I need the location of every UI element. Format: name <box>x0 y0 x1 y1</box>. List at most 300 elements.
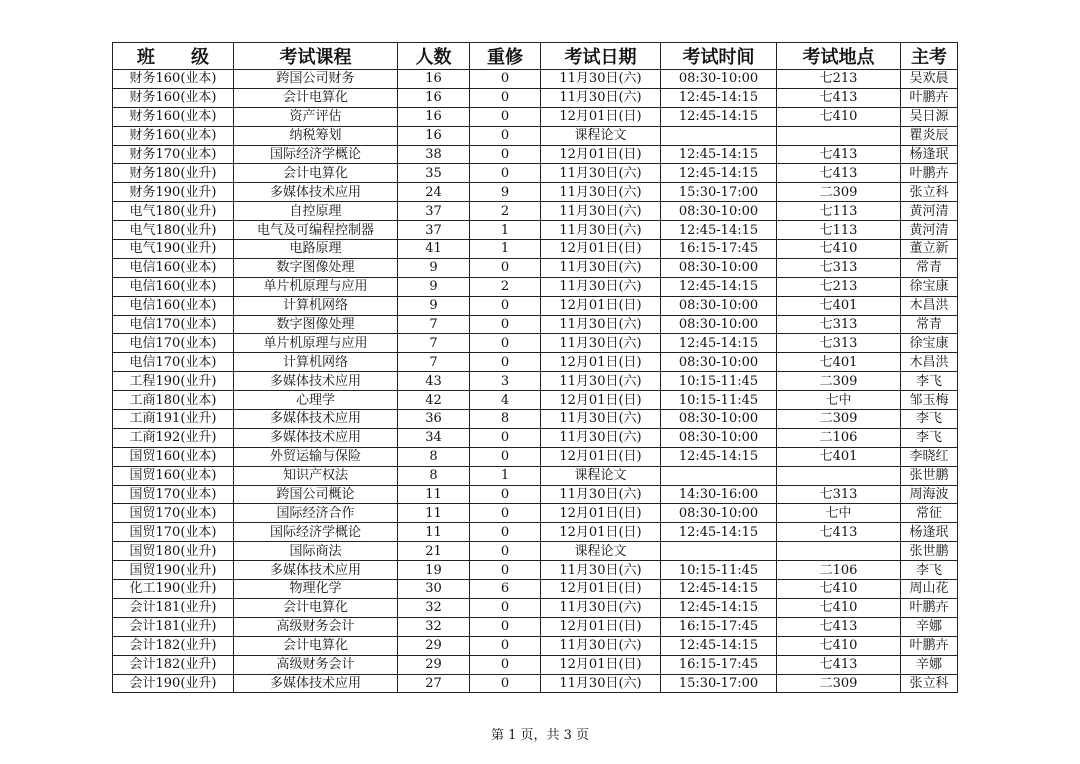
course-cell: 自控原理 <box>234 202 398 221</box>
course-cell: 单片机原理与应用 <box>234 277 398 296</box>
location-cell: 七213 <box>777 70 901 89</box>
retake-cell: 0 <box>470 164 541 183</box>
table-row <box>113 504 958 523</box>
count-cell: 9 <box>398 258 470 277</box>
course-cell: 外贸运输与保险 <box>234 447 398 466</box>
table-body <box>113 70 958 693</box>
count-cell: 7 <box>398 353 470 372</box>
time-cell: 08:30-10:00 <box>661 202 777 221</box>
course-cell: 多媒体技术应用 <box>234 372 398 391</box>
retake-cell: 9 <box>470 183 541 202</box>
location-cell: 七410 <box>777 636 901 655</box>
time-cell: 08:30-10:00 <box>661 315 777 334</box>
examiner-cell: 吴欢晨 <box>901 70 958 89</box>
class-cell: 工程190(业升) <box>113 372 234 391</box>
examiner-cell: 瞿炎辰 <box>901 126 958 145</box>
count-cell: 38 <box>398 145 470 164</box>
examiner-cell: 张立科 <box>901 183 958 202</box>
table-row <box>113 277 958 296</box>
table-row <box>113 372 958 391</box>
table-row <box>113 447 958 466</box>
examiner-cell: 周海波 <box>901 485 958 504</box>
location-cell: 二309 <box>777 183 901 202</box>
table-row <box>113 391 958 410</box>
course-cell: 多媒体技术应用 <box>234 183 398 202</box>
examiner-cell: 董立新 <box>901 240 958 259</box>
class-cell: 会计181(业升) <box>113 617 234 636</box>
class-cell: 电信160(业本) <box>113 258 234 277</box>
count-cell: 42 <box>398 391 470 410</box>
table-row <box>113 107 958 126</box>
class-cell: 电气180(业升) <box>113 202 234 221</box>
date-cell: 11月30日(六) <box>541 428 661 447</box>
location-cell: 七413 <box>777 164 901 183</box>
header-time: 考试时间 <box>661 43 777 70</box>
count-cell: 7 <box>398 334 470 353</box>
count-cell: 29 <box>398 655 470 674</box>
time-cell: 08:30-10:00 <box>661 428 777 447</box>
location-cell <box>777 542 901 561</box>
course-cell: 电气及可编程控制器 <box>234 221 398 240</box>
time-cell <box>661 126 777 145</box>
retake-cell: 0 <box>470 88 541 107</box>
location-cell: 七113 <box>777 202 901 221</box>
class-cell: 工商192(业升) <box>113 428 234 447</box>
count-cell: 37 <box>398 202 470 221</box>
date-cell: 11月30日(六) <box>541 485 661 504</box>
location-cell: 七113 <box>777 221 901 240</box>
table-row <box>113 410 958 429</box>
class-cell: 工商180(业本) <box>113 391 234 410</box>
examiner-cell: 吴日源 <box>901 107 958 126</box>
location-cell: 七313 <box>777 334 901 353</box>
table-row <box>113 221 958 240</box>
course-cell: 单片机原理与应用 <box>234 334 398 353</box>
date-cell: 11月30日(六) <box>541 636 661 655</box>
class-cell: 国贸160(业本) <box>113 447 234 466</box>
retake-cell: 0 <box>470 107 541 126</box>
table-row <box>113 315 958 334</box>
location-cell: 二106 <box>777 428 901 447</box>
table-row <box>113 428 958 447</box>
course-cell: 会计电算化 <box>234 164 398 183</box>
class-cell: 化工190(业升) <box>113 580 234 599</box>
retake-cell: 4 <box>470 391 541 410</box>
location-cell: 七413 <box>777 655 901 674</box>
class-cell: 财务160(业本) <box>113 126 234 145</box>
header-course: 考试课程 <box>234 43 398 70</box>
table-row <box>113 674 958 693</box>
date-cell: 11月30日(六) <box>541 164 661 183</box>
course-cell: 国际经济合作 <box>234 504 398 523</box>
course-cell: 多媒体技术应用 <box>234 674 398 693</box>
count-cell: 11 <box>398 485 470 504</box>
examiner-cell: 张世鹏 <box>901 542 958 561</box>
header-retake: 重修 <box>470 43 541 70</box>
retake-cell: 0 <box>470 315 541 334</box>
date-cell: 11月30日(六) <box>541 277 661 296</box>
location-cell: 七413 <box>777 145 901 164</box>
count-cell: 9 <box>398 277 470 296</box>
date-cell: 11月30日(六) <box>541 674 661 693</box>
table-row <box>113 655 958 674</box>
count-cell: 43 <box>398 372 470 391</box>
time-cell: 16:15-17:45 <box>661 617 777 636</box>
course-cell: 高级财务会计 <box>234 617 398 636</box>
course-cell: 跨国公司概论 <box>234 485 398 504</box>
examiner-cell: 黄河清 <box>901 202 958 221</box>
class-cell: 电信160(业本) <box>113 277 234 296</box>
retake-cell: 0 <box>470 296 541 315</box>
class-cell: 国贸160(业本) <box>113 466 234 485</box>
time-cell: 08:30-10:00 <box>661 353 777 372</box>
table-row <box>113 202 958 221</box>
class-cell: 会计181(业升) <box>113 598 234 617</box>
retake-cell: 0 <box>470 598 541 617</box>
date-cell: 11月30日(六) <box>541 598 661 617</box>
examiner-cell: 辛娜 <box>901 617 958 636</box>
course-cell: 数字图像处理 <box>234 315 398 334</box>
location-cell: 七410 <box>777 580 901 599</box>
date-cell: 11月30日(六) <box>541 88 661 107</box>
class-cell: 财务170(业本) <box>113 145 234 164</box>
examiner-cell: 常征 <box>901 504 958 523</box>
course-cell: 会计电算化 <box>234 636 398 655</box>
table-row <box>113 580 958 599</box>
retake-cell: 0 <box>470 523 541 542</box>
table-row <box>113 598 958 617</box>
location-cell: 二309 <box>777 372 901 391</box>
exam-schedule-table <box>112 42 958 693</box>
page-footer: 第 1 页，共 3 页 <box>490 728 590 743</box>
date-cell: 11月30日(六) <box>541 372 661 391</box>
examiner-cell: 杨逢珉 <box>901 145 958 164</box>
count-cell: 35 <box>398 164 470 183</box>
examiner-cell: 木昌洪 <box>901 353 958 372</box>
class-cell: 财务190(业升) <box>113 183 234 202</box>
date-cell: 12月01日(日) <box>541 240 661 259</box>
count-cell: 8 <box>398 447 470 466</box>
time-cell: 12:45-14:15 <box>661 598 777 617</box>
retake-cell: 0 <box>470 70 541 89</box>
examiner-cell: 李飞 <box>901 372 958 391</box>
date-cell: 11月30日(六) <box>541 70 661 89</box>
date-cell: 11月30日(六) <box>541 202 661 221</box>
examiner-cell: 常青 <box>901 315 958 334</box>
date-cell: 12月01日(日) <box>541 617 661 636</box>
time-cell: 12:45-14:15 <box>661 107 777 126</box>
date-cell: 课程论文 <box>541 466 661 485</box>
count-cell: 36 <box>398 410 470 429</box>
class-cell: 国贸170(业本) <box>113 485 234 504</box>
examiner-cell: 徐宝康 <box>901 277 958 296</box>
course-cell: 高级财务会计 <box>234 655 398 674</box>
date-cell: 12月01日(日) <box>541 504 661 523</box>
count-cell: 32 <box>398 617 470 636</box>
course-cell: 纳税筹划 <box>234 126 398 145</box>
examiner-cell: 叶鹏卉 <box>901 164 958 183</box>
date-cell: 11月30日(六) <box>541 334 661 353</box>
course-cell: 计算机网络 <box>234 296 398 315</box>
examiner-cell: 常青 <box>901 258 958 277</box>
examiner-cell: 李飞 <box>901 428 958 447</box>
time-cell: 10:15-11:45 <box>661 391 777 410</box>
table-header-row <box>113 43 958 70</box>
retake-cell: 2 <box>470 277 541 296</box>
course-cell: 物理化学 <box>234 580 398 599</box>
examiner-cell: 徐宝康 <box>901 334 958 353</box>
course-cell: 心理学 <box>234 391 398 410</box>
course-cell: 多媒体技术应用 <box>234 561 398 580</box>
retake-cell: 0 <box>470 504 541 523</box>
count-cell: 32 <box>398 598 470 617</box>
retake-cell: 0 <box>470 126 541 145</box>
date-cell: 11月30日(六) <box>541 258 661 277</box>
table-row <box>113 334 958 353</box>
examiner-cell: 木昌洪 <box>901 296 958 315</box>
class-cell: 会计190(业升) <box>113 674 234 693</box>
examiner-cell: 辛娜 <box>901 655 958 674</box>
table-row <box>113 296 958 315</box>
table-row <box>113 70 958 89</box>
examiner-cell: 叶鹏卉 <box>901 88 958 107</box>
count-cell: 30 <box>398 580 470 599</box>
count-cell: 27 <box>398 674 470 693</box>
class-cell: 国贸170(业本) <box>113 523 234 542</box>
location-cell: 二309 <box>777 674 901 693</box>
location-cell <box>777 466 901 485</box>
count-cell: 16 <box>398 126 470 145</box>
time-cell: 12:45-14:15 <box>661 221 777 240</box>
course-cell: 资产评估 <box>234 107 398 126</box>
header-class: 班 级 <box>113 43 234 70</box>
table-row <box>113 523 958 542</box>
location-cell <box>777 126 901 145</box>
class-cell: 会计182(业升) <box>113 655 234 674</box>
class-cell: 财务160(业本) <box>113 88 234 107</box>
examiner-cell: 叶鹏卉 <box>901 636 958 655</box>
class-cell: 电信160(业本) <box>113 296 234 315</box>
table-row <box>113 466 958 485</box>
retake-cell: 0 <box>470 447 541 466</box>
table-row <box>113 636 958 655</box>
table-row <box>113 88 958 107</box>
count-cell: 21 <box>398 542 470 561</box>
retake-cell: 1 <box>470 240 541 259</box>
retake-cell: 3 <box>470 372 541 391</box>
date-cell: 11月30日(六) <box>541 315 661 334</box>
retake-cell: 0 <box>470 145 541 164</box>
location-cell: 七中 <box>777 391 901 410</box>
count-cell: 24 <box>398 183 470 202</box>
time-cell: 15:30-17:00 <box>661 674 777 693</box>
class-cell: 电信170(业本) <box>113 353 234 372</box>
examiner-cell: 周山花 <box>901 580 958 599</box>
time-cell: 12:45-14:15 <box>661 277 777 296</box>
course-cell: 多媒体技术应用 <box>234 428 398 447</box>
table-row <box>113 183 958 202</box>
class-cell: 电信170(业本) <box>113 315 234 334</box>
count-cell: 16 <box>398 107 470 126</box>
header-count: 人数 <box>398 43 470 70</box>
retake-cell: 0 <box>470 674 541 693</box>
count-cell: 34 <box>398 428 470 447</box>
retake-cell: 0 <box>470 561 541 580</box>
time-cell: 12:45-14:15 <box>661 164 777 183</box>
time-cell: 10:15-11:45 <box>661 372 777 391</box>
table-row <box>113 240 958 259</box>
course-cell: 跨国公司财务 <box>234 70 398 89</box>
class-cell: 财务160(业本) <box>113 107 234 126</box>
count-cell: 11 <box>398 523 470 542</box>
location-cell: 七中 <box>777 504 901 523</box>
table-row <box>113 485 958 504</box>
time-cell: 10:15-11:45 <box>661 561 777 580</box>
retake-cell: 1 <box>470 221 541 240</box>
date-cell: 课程论文 <box>541 542 661 561</box>
examiner-cell: 杨逢珉 <box>901 523 958 542</box>
date-cell: 12月01日(日) <box>541 353 661 372</box>
header-examiner: 主考 <box>901 43 958 70</box>
time-cell <box>661 466 777 485</box>
course-cell: 会计电算化 <box>234 598 398 617</box>
time-cell: 08:30-10:00 <box>661 296 777 315</box>
course-cell: 数字图像处理 <box>234 258 398 277</box>
header-location: 考试地点 <box>777 43 901 70</box>
examiner-cell: 黄河清 <box>901 221 958 240</box>
date-cell: 11月30日(六) <box>541 410 661 429</box>
time-cell: 12:45-14:15 <box>661 580 777 599</box>
retake-cell: 0 <box>470 428 541 447</box>
time-cell: 14:30-16:00 <box>661 485 777 504</box>
time-cell: 16:15-17:45 <box>661 655 777 674</box>
date-cell: 12月01日(日) <box>541 580 661 599</box>
table-row <box>113 561 958 580</box>
table-row <box>113 542 958 561</box>
time-cell: 12:45-14:15 <box>661 636 777 655</box>
class-cell: 工商191(业升) <box>113 410 234 429</box>
retake-cell: 0 <box>470 636 541 655</box>
course-cell: 国际商法 <box>234 542 398 561</box>
date-cell: 11月30日(六) <box>541 561 661 580</box>
location-cell: 七401 <box>777 296 901 315</box>
retake-cell: 6 <box>470 580 541 599</box>
location-cell: 七413 <box>777 523 901 542</box>
time-cell: 15:30-17:00 <box>661 183 777 202</box>
retake-cell: 0 <box>470 617 541 636</box>
count-cell: 9 <box>398 296 470 315</box>
class-cell: 国贸190(业升) <box>113 561 234 580</box>
time-cell: 12:45-14:15 <box>661 334 777 353</box>
examiner-cell: 李飞 <box>901 561 958 580</box>
class-cell: 电信170(业本) <box>113 334 234 353</box>
time-cell: 12:45-14:15 <box>661 523 777 542</box>
class-cell: 会计182(业升) <box>113 636 234 655</box>
retake-cell: 8 <box>470 410 541 429</box>
class-cell: 国贸170(业本) <box>113 504 234 523</box>
table-row <box>113 617 958 636</box>
location-cell: 七413 <box>777 617 901 636</box>
examiner-cell: 张立科 <box>901 674 958 693</box>
location-cell: 七413 <box>777 88 901 107</box>
time-cell: 12:45-14:15 <box>661 88 777 107</box>
date-cell: 12月01日(日) <box>541 296 661 315</box>
location-cell: 七401 <box>777 447 901 466</box>
retake-cell: 0 <box>470 542 541 561</box>
retake-cell: 0 <box>470 353 541 372</box>
location-cell: 二309 <box>777 410 901 429</box>
retake-cell: 0 <box>470 655 541 674</box>
course-cell: 电路原理 <box>234 240 398 259</box>
retake-cell: 0 <box>470 258 541 277</box>
count-cell: 11 <box>398 504 470 523</box>
time-cell: 12:45-14:15 <box>661 447 777 466</box>
time-cell: 08:30-10:00 <box>661 70 777 89</box>
count-cell: 19 <box>398 561 470 580</box>
time-cell <box>661 542 777 561</box>
examiner-cell: 张世鹏 <box>901 466 958 485</box>
date-cell: 课程论文 <box>541 126 661 145</box>
location-cell: 七313 <box>777 258 901 277</box>
count-cell: 7 <box>398 315 470 334</box>
date-cell: 12月01日(日) <box>541 391 661 410</box>
examiner-cell: 叶鹏卉 <box>901 598 958 617</box>
retake-cell: 0 <box>470 485 541 504</box>
date-cell: 12月01日(日) <box>541 447 661 466</box>
time-cell: 16:15-17:45 <box>661 240 777 259</box>
examiner-cell: 李晓红 <box>901 447 958 466</box>
location-cell: 七410 <box>777 107 901 126</box>
table-row <box>113 353 958 372</box>
date-cell: 12月01日(日) <box>541 107 661 126</box>
class-cell: 电气190(业升) <box>113 240 234 259</box>
class-cell: 国贸180(业升) <box>113 542 234 561</box>
date-cell: 12月01日(日) <box>541 523 661 542</box>
course-cell: 国际经济学概论 <box>234 145 398 164</box>
table-row <box>113 164 958 183</box>
retake-cell: 1 <box>470 466 541 485</box>
location-cell: 七410 <box>777 240 901 259</box>
location-cell: 七313 <box>777 485 901 504</box>
table-row <box>113 145 958 164</box>
course-cell: 会计电算化 <box>234 88 398 107</box>
header-date: 考试日期 <box>541 43 661 70</box>
count-cell: 29 <box>398 636 470 655</box>
retake-cell: 0 <box>470 334 541 353</box>
location-cell: 七213 <box>777 277 901 296</box>
time-cell: 08:30-10:00 <box>661 258 777 277</box>
course-cell: 多媒体技术应用 <box>234 410 398 429</box>
date-cell: 12月01日(日) <box>541 145 661 164</box>
count-cell: 16 <box>398 88 470 107</box>
class-cell: 财务180(业升) <box>113 164 234 183</box>
location-cell: 二106 <box>777 561 901 580</box>
count-cell: 8 <box>398 466 470 485</box>
count-cell: 37 <box>398 221 470 240</box>
time-cell: 12:45-14:15 <box>661 145 777 164</box>
time-cell: 08:30-10:00 <box>661 410 777 429</box>
location-cell: 七313 <box>777 315 901 334</box>
date-cell: 12月01日(日) <box>541 655 661 674</box>
examiner-cell: 李飞 <box>901 410 958 429</box>
table-row <box>113 126 958 145</box>
date-cell: 11月30日(六) <box>541 221 661 240</box>
count-cell: 41 <box>398 240 470 259</box>
date-cell: 11月30日(六) <box>541 183 661 202</box>
time-cell: 08:30-10:00 <box>661 504 777 523</box>
examiner-cell: 邹玉梅 <box>901 391 958 410</box>
course-cell: 国际经济学概论 <box>234 523 398 542</box>
